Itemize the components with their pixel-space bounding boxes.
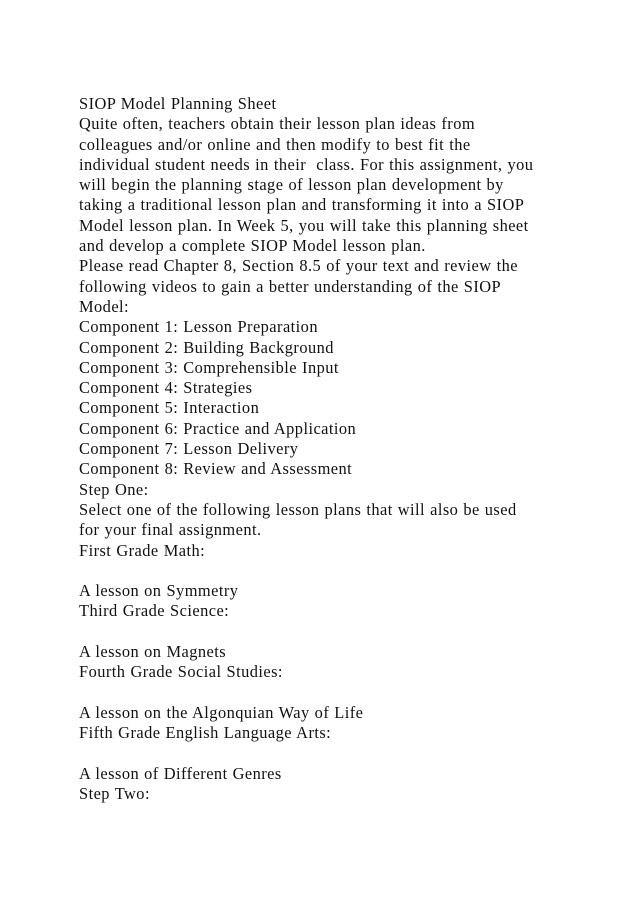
component-item: Component 1: Lesson Preparation (79, 317, 318, 337)
grade-heading: Fourth Grade Social Studies: (79, 662, 283, 682)
grade-heading: Fifth Grade English Language Arts: (79, 723, 332, 743)
step-heading: Step One: (79, 479, 149, 499)
step-heading: Step Two: (79, 784, 150, 804)
instruction-line: following videos to gain a better understanding of the SIOP (79, 276, 502, 296)
document-title: SIOP Model Planning Sheet (79, 94, 277, 113)
lesson-option: A lesson on the Algonquian Way of Life (79, 702, 364, 722)
component-item: Component 3: Comprehensible Input (79, 357, 339, 377)
lesson-option: A lesson of Different Genres (79, 763, 282, 783)
grade-heading: Third Grade Science: (79, 601, 230, 621)
intro-line: taking a traditional lesson plan and transforming it into a SIOP (79, 195, 525, 215)
component-item: Component 2: Building Background (79, 337, 334, 357)
step-text-line: for your final assignment. (79, 520, 262, 540)
component-item: Component 8: Review and Assessment (79, 459, 353, 479)
lesson-option: A lesson on Symmetry (79, 581, 239, 601)
intro-line: and develop a complete SIOP Model lesson plan. (79, 236, 426, 256)
intro-line: will begin the planning stage of lesson plan development by (79, 175, 504, 195)
lesson-option: A lesson on Magnets (79, 642, 227, 662)
document-body (79, 94, 579, 804)
component-item: Component 5: Interaction (79, 398, 260, 418)
component-item: Component 7: Lesson Delivery (79, 439, 299, 459)
instruction-line: Model: (79, 296, 130, 316)
grade-heading: First Grade Math: (79, 540, 206, 560)
component-item: Component 4: Strategies (79, 378, 253, 398)
intro-line: individual student needs in their class. For this assignment, you (79, 154, 534, 174)
intro-line: Model lesson plan. In Week 5, you will take this planning sheet (79, 215, 529, 235)
intro-line: colleagues and/or online and then modify to best fit the (79, 134, 471, 154)
component-item: Component 6: Practice and Application (79, 418, 357, 438)
blank-line (79, 622, 579, 642)
step-text-line: Select one of the following lesson plans that will also be used (79, 499, 517, 519)
intro-line: Quite often, teachers obtain their lesson plan ideas from (79, 114, 476, 134)
blank-line (79, 561, 579, 581)
blank-line (79, 744, 579, 764)
blank-line (79, 683, 579, 703)
instruction-line: Please read Chapter 8, Section 8.5 of your text and review the (79, 256, 518, 276)
